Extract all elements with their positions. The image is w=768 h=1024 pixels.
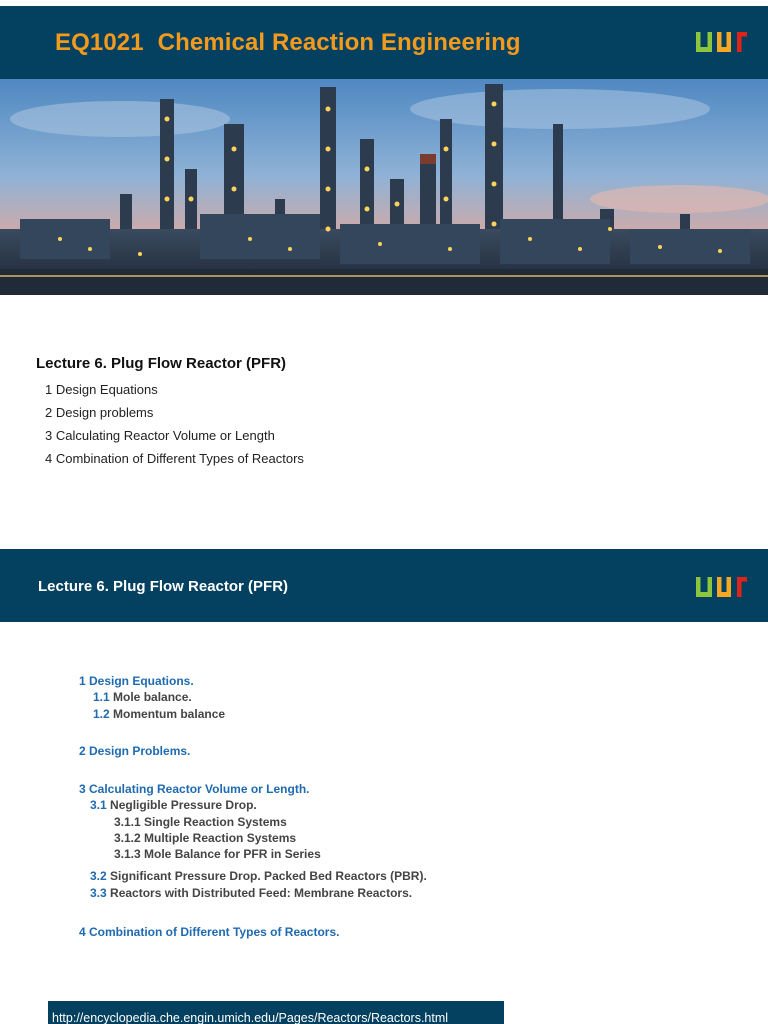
slide1-contents bbox=[36, 355, 304, 470]
refinery-banner-image bbox=[0, 79, 768, 295]
list-item: 2 Design problems bbox=[45, 405, 154, 420]
uji-logo-icon bbox=[696, 32, 750, 52]
list-item: 4 Combination of Different Types of Reactors bbox=[45, 451, 304, 466]
subsection-3-1-1: 3.1.1 Single Reaction Systems bbox=[114, 815, 287, 829]
slide2-title: Lecture 6. Plug Flow Reactor (PFR) bbox=[38, 578, 289, 595]
section-4: 4 Combination of Different Types of Reactors. bbox=[79, 925, 340, 939]
slide1-heading: Lecture 6. Plug Flow Reactor (PFR) bbox=[36, 355, 287, 372]
list-item: 3 Calculating Reactor Volume or Length bbox=[45, 428, 275, 443]
section-1: 1 Design Equations. bbox=[79, 674, 194, 688]
subsection-3-1: 3.1 Negligible Pressure Drop. bbox=[90, 798, 257, 812]
subsection-3-2: 3.2 Significant Pressure Drop. Packed Bed Reactors (PBR). bbox=[90, 869, 427, 883]
section-3: 3 Calculating Reactor Volume or Length. bbox=[79, 782, 310, 796]
refinery-illustration-icon bbox=[0, 79, 768, 295]
subsection-1-2: 1.2 Momentum balance bbox=[93, 707, 226, 721]
course-code: EQ1021 bbox=[55, 29, 144, 56]
section-2: 2 Design Problems. bbox=[79, 744, 191, 758]
slide1-title bbox=[55, 29, 521, 57]
subsection-3-1-3: 3.1.3 Mole Balance for PFR in Series bbox=[114, 847, 321, 861]
slide2-contents bbox=[79, 673, 427, 940]
subsection-3-1-2: 3.1.2 Multiple Reaction Systems bbox=[114, 831, 297, 845]
course-title: Chemical Reaction Engineering bbox=[157, 29, 521, 56]
subsection-1-1: 1.1 Mole balance. bbox=[93, 690, 192, 704]
reference-url-link[interactable]: http://encyclopedia.che.engin.umich.edu/Pages/Reactors/Reactors.html bbox=[48, 1001, 504, 1024]
uji-logo-icon bbox=[696, 577, 750, 597]
subsection-3-3: 3.3 Reactors with Distributed Feed: Membrane Reactors. bbox=[90, 886, 413, 900]
list-item: 1 Design Equations bbox=[45, 382, 158, 397]
